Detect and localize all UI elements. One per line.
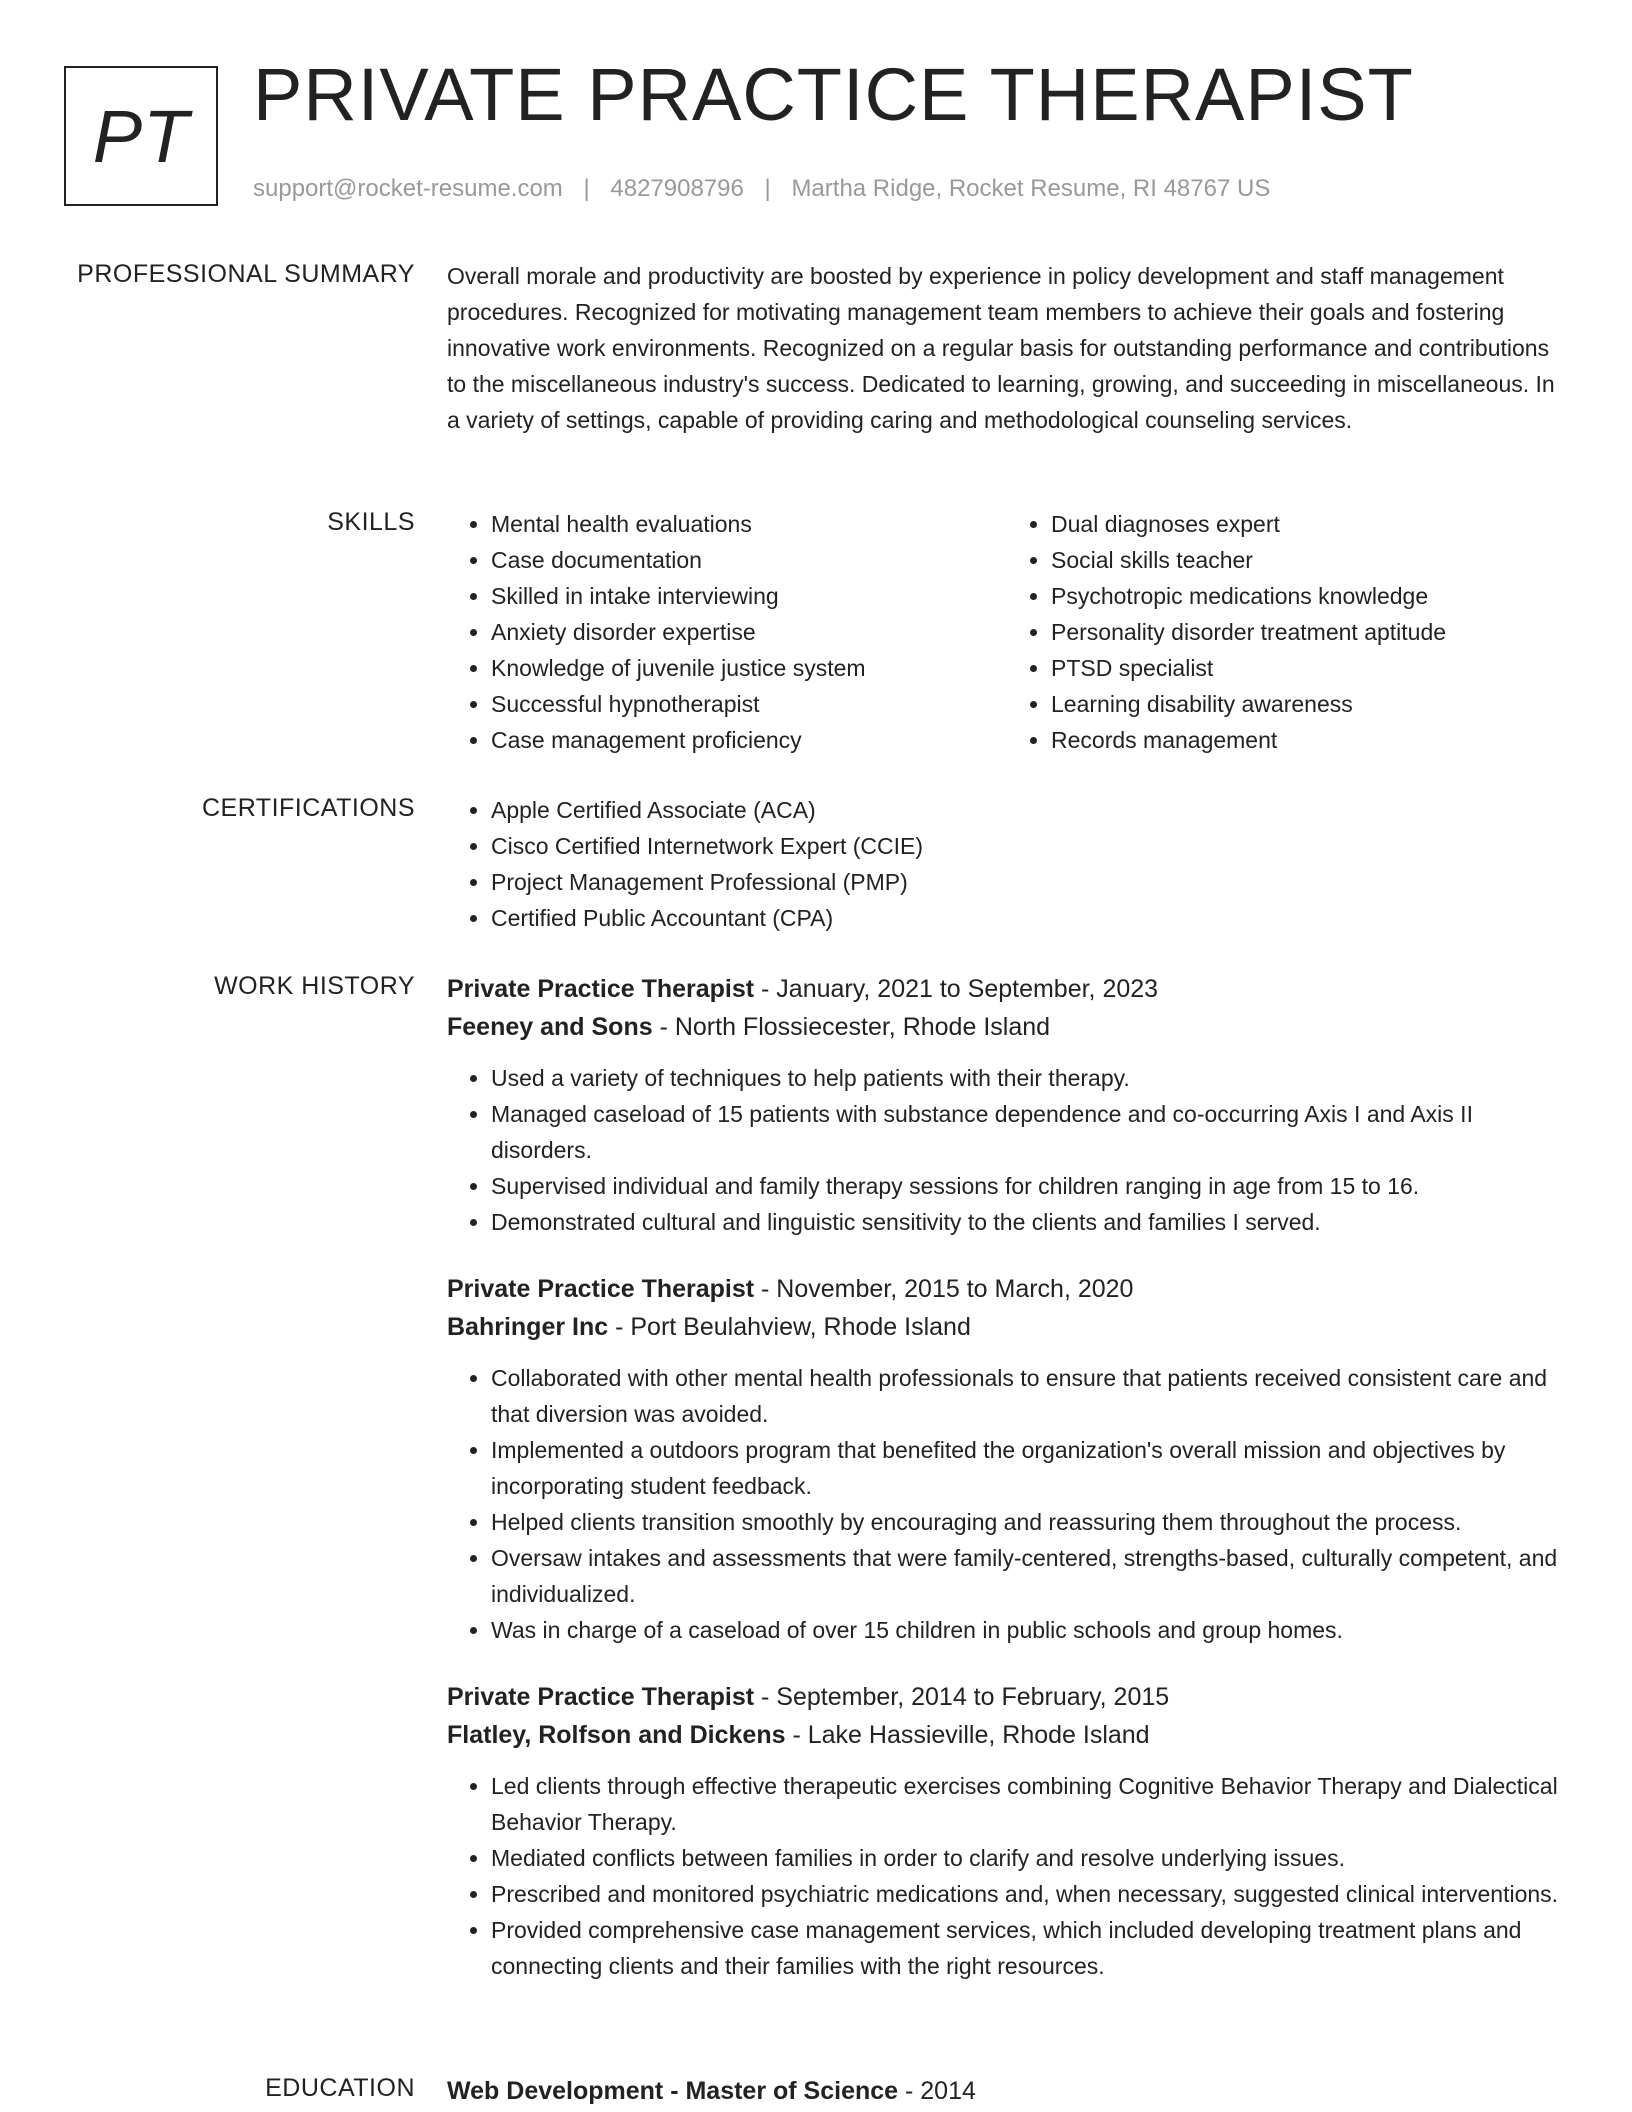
job-title-line	[447, 1270, 1567, 1308]
skill-item: • Learning disability awareness	[1051, 686, 1567, 722]
contact-phone[interactable]: 4827908796	[610, 175, 744, 202]
job-bullet: • Implemented a outdoors program that benefited the organization's overall mission and objectives by incorporating student feedback.	[491, 1432, 1567, 1504]
monogram-initials: PT	[92, 94, 190, 178]
skills-heading: SKILLS	[327, 508, 415, 536]
education-year: - 2014	[898, 2077, 976, 2105]
skill-item: • Successful hypnotherapist	[491, 686, 1007, 722]
job-entry	[447, 1678, 1567, 1984]
job-bullet: • Oversaw intakes and assessments that were family-centered, strengths-based, culturally competent, and individualized.	[491, 1540, 1567, 1612]
job-dates: - September, 2014 to February, 2015	[754, 1683, 1170, 1711]
education-entry	[447, 2072, 1567, 2110]
job-title: Private Practice Therapist	[447, 1683, 755, 1711]
certification-item: • Certified Public Accountant (CPA)	[491, 900, 1567, 936]
page-title: PRIVATE PRACTICE THERAPIST	[253, 53, 1414, 136]
job-bullet: • Used a variety of techniques to help patients with their therapy.	[491, 1060, 1567, 1096]
contact-address: Martha Ridge, Rocket Resume, RI 48767 US	[791, 175, 1271, 202]
job-bullet: • Was in charge of a caseload of over 15 children in public schools and group homes.	[491, 1612, 1567, 1648]
job-bullet: • Supervised individual and family therapy sessions for children ranging in age from 15 to 16.	[491, 1168, 1567, 1204]
skill-item: • Skilled in intake interviewing	[491, 578, 1007, 614]
job-company-line	[447, 1308, 1567, 1346]
skill-item: • Dual diagnoses expert	[1051, 506, 1567, 542]
contact-email[interactable]: support@rocket-resume.com	[253, 175, 563, 202]
job-company: Flatley, Rolfson and Dickens	[447, 1721, 786, 1749]
certifications-content	[447, 792, 1567, 936]
job-location: - Port Beulahview, Rhode Island	[608, 1313, 971, 1341]
job-title: Private Practice Therapist	[447, 1275, 755, 1303]
skill-item: • Anxiety disorder expertise	[491, 614, 1007, 650]
job-bullet: • Managed caseload of 15 patients with substance dependence and co-occurring Axis I and Axis II disorders.	[491, 1096, 1567, 1168]
job-dates: - January, 2021 to September, 2023	[754, 975, 1159, 1003]
job-location: - North Flossiecester, Rhode Island	[652, 1013, 1051, 1041]
skills-list-left	[447, 506, 1007, 758]
job-location: - Lake Hassieville, Rhode Island	[785, 1721, 1150, 1749]
job-bullet: • Demonstrated cultural and linguistic sensitivity to the clients and families I served.	[491, 1204, 1567, 1240]
contact-line	[253, 175, 1270, 203]
summary-heading: PROFESSIONAL SUMMARY	[77, 260, 415, 288]
skills-list-right	[1007, 506, 1567, 758]
contact-separator: |	[764, 175, 771, 202]
contact-separator: |	[583, 175, 590, 202]
monogram-box	[64, 66, 218, 206]
job-title-line	[447, 1678, 1567, 1716]
certifications-list	[447, 792, 1567, 936]
job-entry	[447, 1270, 1567, 1648]
certifications-heading: CERTIFICATIONS	[201, 794, 415, 822]
job-company: Bahringer Inc	[447, 1313, 609, 1341]
job-bullet: • Mediated conflicts between families in order to clarify and resolve underlying issues.	[491, 1840, 1567, 1876]
skill-item: • Knowledge of juvenile justice system	[491, 650, 1007, 686]
job-bullet: • Collaborated with other mental health professionals to ensure that patients received consistent care and that diversion was avoided.	[491, 1360, 1567, 1432]
skill-item: • Social skills teacher	[1051, 542, 1567, 578]
work-history-heading: WORK HISTORY	[214, 972, 415, 1000]
education-degree: Web Development - Master of Science	[447, 2077, 899, 2105]
education-heading: EDUCATION	[265, 2074, 415, 2102]
job-entry	[447, 970, 1567, 1240]
job-company-line	[447, 1716, 1567, 1754]
job-bullets	[447, 1360, 1567, 1648]
skills-columns	[447, 506, 1567, 758]
skill-item: • Personality disorder treatment aptitude	[1051, 614, 1567, 650]
skill-item: • Case management proficiency	[491, 722, 1007, 758]
skill-item: • Psychotropic medications knowledge	[1051, 578, 1567, 614]
job-dates: - November, 2015 to March, 2020	[754, 1275, 1134, 1303]
skill-item: • PTSD specialist	[1051, 650, 1567, 686]
job-bullet: • Led clients through effective therapeutic exercises combining Cognitive Behavior Therapy and Dialectical Behavior Therapy.	[491, 1768, 1567, 1840]
job-title: Private Practice Therapist	[447, 975, 755, 1003]
job-company-line	[447, 1008, 1567, 1046]
work-history-content	[447, 970, 1567, 2014]
job-company: Feeney and Sons	[447, 1013, 653, 1041]
skill-item: • Records management	[1051, 722, 1567, 758]
job-bullet: • Prescribed and monitored psychiatric medications and, when necessary, suggested clinical interventions.	[491, 1876, 1567, 1912]
certification-item: • Cisco Certified Internetwork Expert (CCIE)	[491, 828, 1567, 864]
job-bullets	[447, 1768, 1567, 1984]
job-bullets	[447, 1060, 1567, 1240]
certification-item: • Project Management Professional (PMP)	[491, 864, 1567, 900]
summary-text: Overall morale and productivity are boosted by experience in policy development and staff management procedures. Recognized for motivating management team members to achieve their goals and fostering innovative work environments. Recognized on a regular basis for outstanding performance and contributions to the miscellaneous industry's success. Dedicated to learning, growing, and succeeding in miscellaneous. In a variety of settings, capable of providing caring and methodological counseling services.	[447, 263, 1555, 433]
skill-item: • Case documentation	[491, 542, 1007, 578]
certification-item: • Apple Certified Associate (ACA)	[491, 792, 1567, 828]
job-bullet: • Provided comprehensive case management services, which included developing treatment plans and connecting clients and their families with the right resources.	[491, 1912, 1567, 1984]
job-title-line	[447, 970, 1567, 1008]
job-bullet: • Helped clients transition smoothly by encouraging and reassuring them throughout the process.	[491, 1504, 1567, 1540]
skill-item: • Mental health evaluations	[491, 506, 1007, 542]
